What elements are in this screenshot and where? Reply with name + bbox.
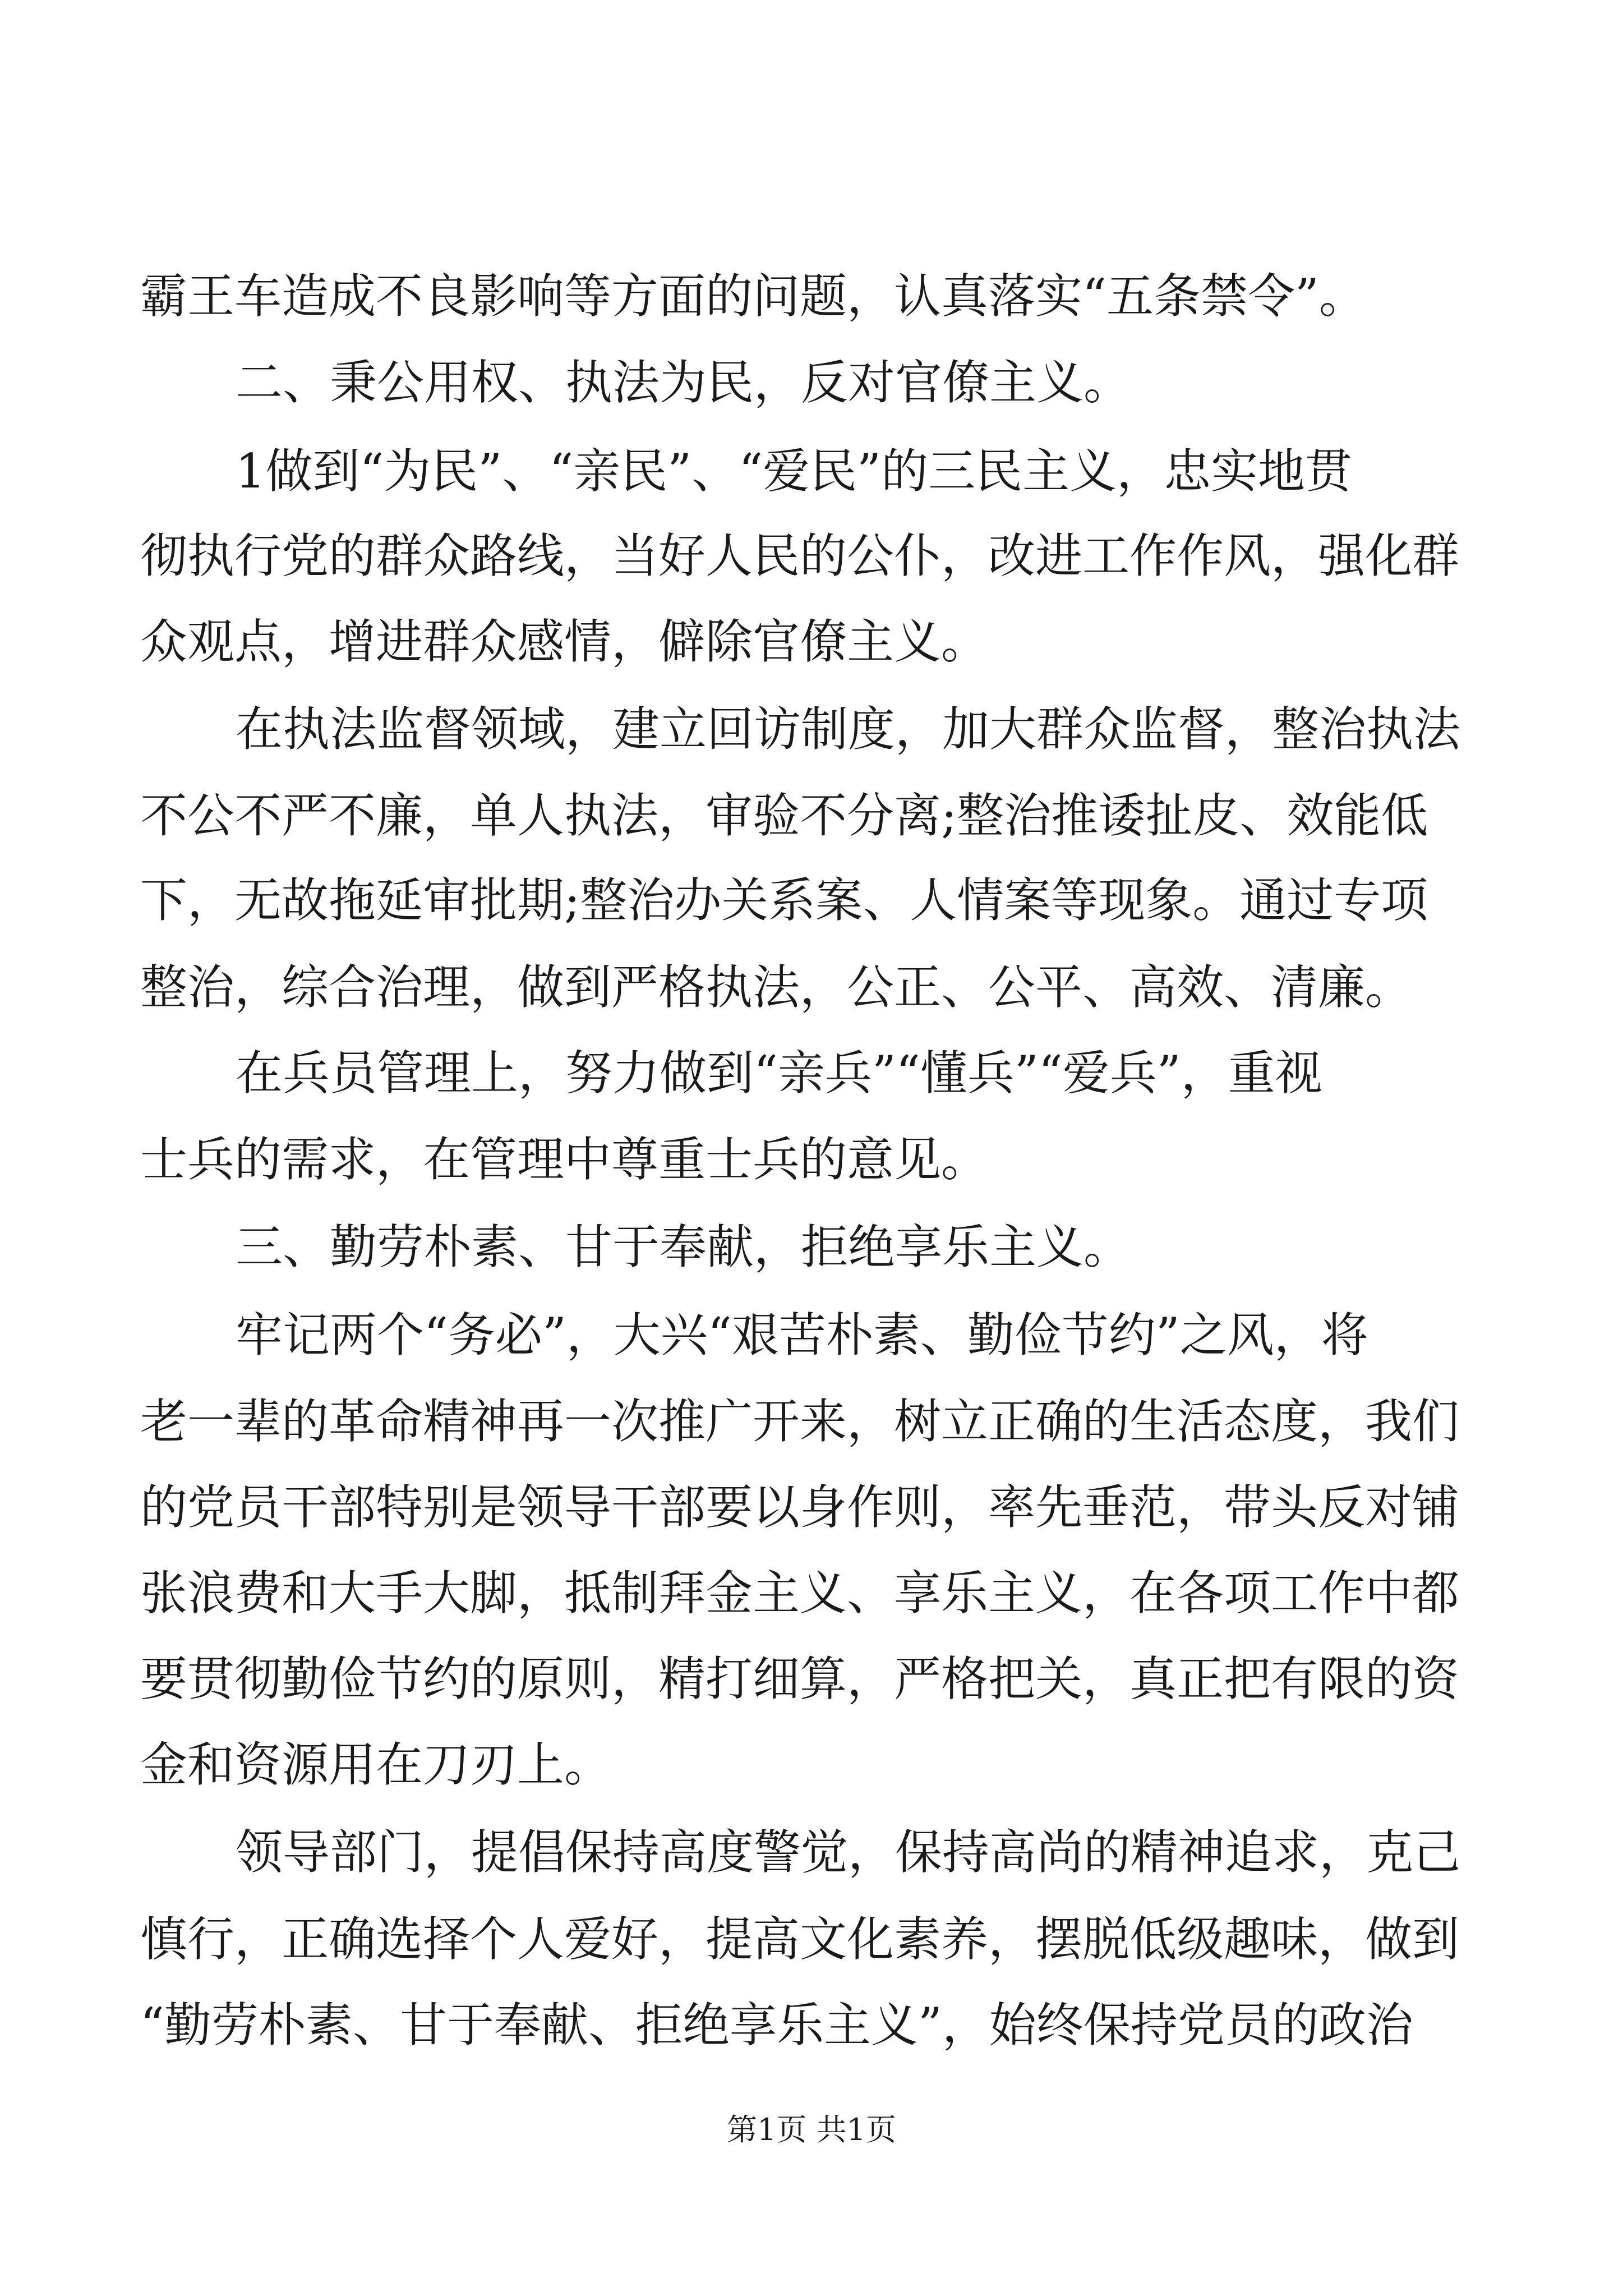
- text-line: 士兵的需求，在管理中尊重士兵的意见。: [140, 1132, 989, 1187]
- text-line: 下，无故拖延审批期;整治办关系案、人情案等现象。通过专项: [140, 873, 1428, 928]
- text-line: 众观点，增进群众感情，僻除官僚主义。: [140, 614, 989, 669]
- section-heading: 二、秉公用权、执法为民，反对官僚主义。: [236, 355, 1131, 410]
- text-line: 不公不严不廉，单人执法，审验不分离;整治推诿扯皮、效能低: [140, 788, 1428, 843]
- text-line: 慎行，正确选择个人爱好，提高文化素养，摆脱低级趣味，做到: [140, 1912, 1460, 1967]
- text-line: “勤劳朴素、甘于奉献、拒绝享乐主义”，始终保持党员的政治: [140, 1998, 1413, 2053]
- text-line: 在兵员管理上，努力做到“亲兵”“懂兵”“爱兵”，重视: [236, 1046, 1322, 1101]
- text-line: 整治，综合治理，做到严格执法，公正、公平、高效、清廉。: [140, 960, 1413, 1015]
- text-line: 在执法监督领域，建立回访制度，加大群众监督，整治执法: [236, 702, 1461, 757]
- page-footer: 第1页 共1页: [727, 2112, 896, 2147]
- text-line: 1做到“为民”、“亲民”、“爱民”的三民主义，忠实地贯: [236, 444, 1353, 499]
- text-line: 的党员干部特别是领导干部要以身作则，率先垂范，带头反对铺: [140, 1480, 1460, 1535]
- text-line: 牢记两个“务必”，大兴“艰苦朴素、勤俭节约”之风，将: [236, 1308, 1368, 1363]
- text-line: 老一辈的革命精神再一次推广开来，树立正确的生活态度，我们: [140, 1394, 1460, 1449]
- text-line: 霸王车造成不良影响等方面的问题，认真落实“五条禁令”。: [140, 269, 1366, 324]
- text-line: 金和资源用在刀刃上。: [140, 1737, 612, 1792]
- text-line: 要贯彻勤俭节约的原则，精打细算，严格把关，真正把有限的资: [140, 1651, 1460, 1706]
- text-line: 领导部门，提倡保持高度警觉，保持高尚的精神追求，克己: [236, 1825, 1461, 1880]
- text-line: 彻执行党的群众路线，当好人民的公仆，改进工作作风，强化群: [140, 528, 1460, 583]
- text-line: 张浪费和大手大脚，抵制拜金主义、享乐主义，在各项工作中都: [140, 1566, 1460, 1621]
- section-heading: 三、勤劳朴素、甘于奉献，拒绝享乐主义。: [236, 1220, 1131, 1274]
